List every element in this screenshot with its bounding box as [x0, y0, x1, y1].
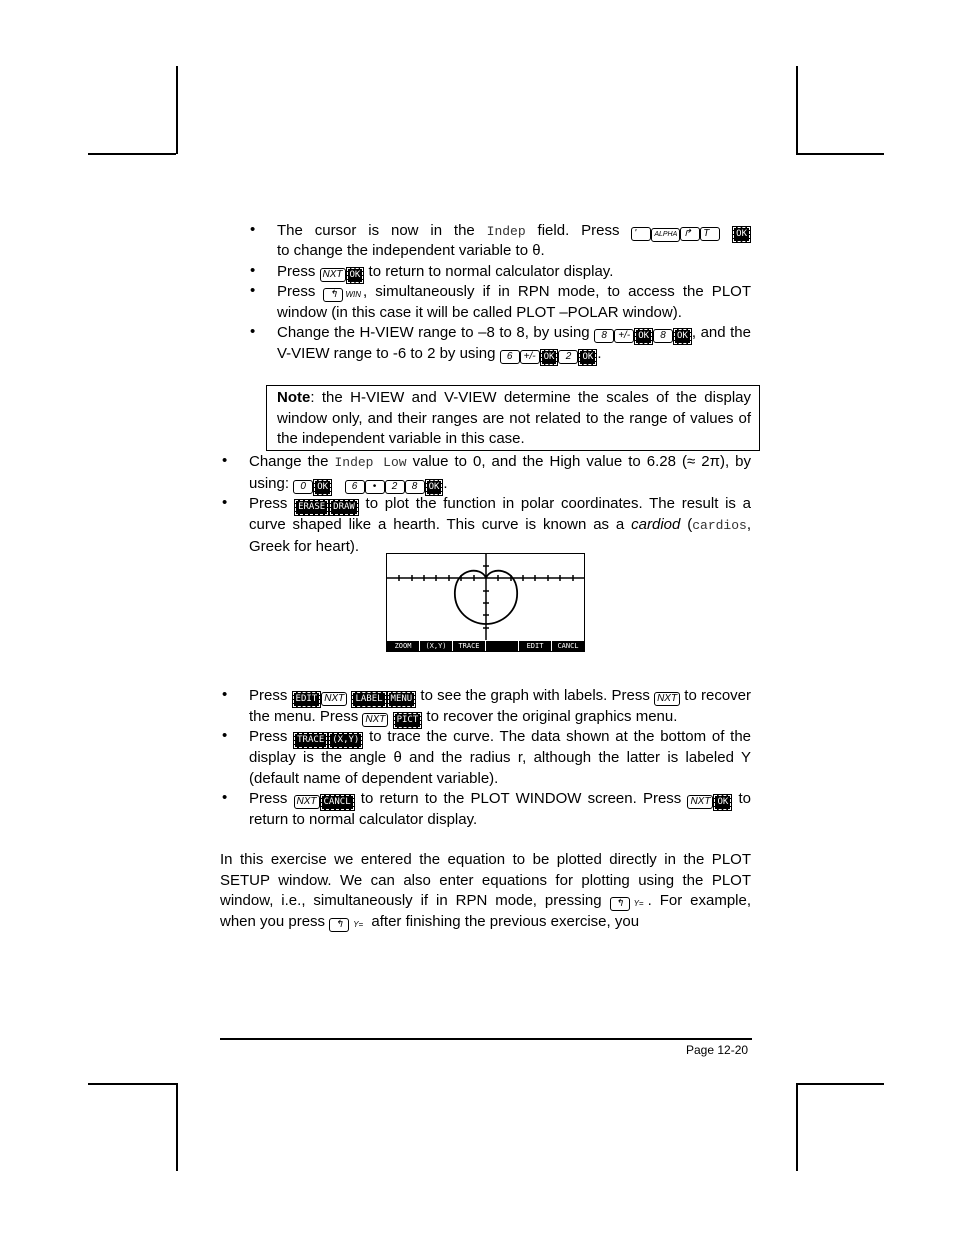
softkey-ok: OK — [714, 795, 731, 810]
bullet-dot: • — [250, 221, 256, 238]
key-yeq: Y= — [353, 919, 364, 929]
bullet-dot: • — [250, 262, 256, 279]
crop-mark — [796, 66, 798, 154]
crop-mark — [796, 1083, 798, 1171]
key-6: 6 — [500, 350, 520, 364]
crop-mark — [88, 153, 176, 155]
key-t: T — [700, 227, 720, 241]
softkey-trace: TRACE — [294, 733, 327, 748]
key-8: 8 — [405, 480, 425, 494]
bullet-item: Press EDIT NXT LABEL MENU to see the graph with labels. Press NXT to recover the menu. Press NXT PICT to recover the original graphics menu. — [249, 686, 751, 728]
softkey-ok: OK — [541, 350, 558, 365]
key-plus-minus: +/- — [520, 350, 540, 364]
bullet-dot: • — [250, 282, 256, 299]
key-win: WIN — [345, 290, 361, 299]
softkey-erase: ERASE — [295, 500, 328, 515]
key-yeq: Y= — [633, 899, 644, 908]
crop-mark — [88, 1083, 176, 1085]
softkey-draw: DRAW — [330, 500, 358, 515]
bullet-dot: • — [222, 494, 228, 511]
softkey-ok: OK — [314, 480, 331, 495]
bullet-item: Change the H-VIEW range to –8 to 8, by using 8 +/- OK 8 OK , and the V-VIEW range to -6 to 2 by using 6 +/- OK 2 OK . — [277, 323, 751, 365]
polar-plot — [387, 554, 584, 651]
key-right-shift: ↱ — [680, 227, 700, 241]
bullet-item: Press NXT CANCL to return to the PLOT WINDOW screen. Press NXT OK to return to normal calculator display. — [249, 790, 751, 828]
key-nxt: NXT — [654, 692, 680, 706]
key-plus-minus: +/- — [614, 329, 634, 343]
menu-edit[interactable]: EDIT — [519, 641, 551, 651]
key-2: 2 — [385, 480, 405, 494]
softkey-menu: MENU — [388, 692, 416, 707]
softkey-cancl: CANCL — [321, 795, 354, 810]
bullet-item: The cursor is now in the Indep field. Press ' ALPHA ↱ T OK — [277, 221, 751, 243]
note-text: Note: the H-VIEW and V-VIEW determine the scales of the display window only, and their ranges are not related to the range of values of the independent variable in this case. — [277, 389, 751, 447]
bullet-dot: • — [250, 323, 256, 340]
softkey-ok: OK — [733, 227, 750, 242]
key-nxt: NXT — [294, 795, 320, 809]
softkey-pict: PICT — [394, 713, 422, 728]
body-paragraph: In this exercise we entered the equation to be plotted directly in the PLOT SETUP window. We can also enter equations for plotting using the PLOT window, i.e., simultaneously if in RPN mode, pressing ↰ Y= . For example, when you press ↰ Y= after finishing the previous exercise, you — [220, 851, 752, 930]
key-left-shift: ↰ — [610, 897, 630, 911]
key-8: 8 — [653, 329, 673, 343]
key-6: 6 — [345, 480, 365, 494]
softkey-edit: EDIT — [293, 692, 321, 707]
bullet-dot: • — [222, 686, 228, 703]
page-number: Page 12-20 — [686, 1043, 749, 1057]
softkey-xy: (X,Y) — [329, 733, 362, 748]
key-2: 2 — [558, 350, 578, 364]
softkey-ok: OK — [347, 268, 364, 283]
key-nxt: NXT — [362, 713, 388, 727]
bullet-item: Press TRACE (X,Y) to trace the curve. The data shown at the bottom of the display is the angle θ and the radius r, although the latter is labeled Y (default name of dependent variable). — [249, 728, 752, 787]
key-alpha: ALPHA — [651, 228, 680, 242]
menu-xy[interactable]: (X,Y) — [420, 641, 452, 651]
key-8: 8 — [594, 329, 614, 343]
menu-bar — [387, 641, 584, 651]
softkey-label: LABEL — [352, 692, 385, 707]
crop-mark — [796, 153, 884, 155]
key-nxt: NXT — [320, 268, 346, 282]
menu-trace[interactable]: TRACE — [453, 641, 485, 651]
footer-rule — [220, 1038, 752, 1040]
crop-mark — [176, 1083, 178, 1171]
key-left-shift: ↰ — [329, 918, 349, 932]
bullet-dot: • — [222, 789, 228, 806]
key-left-shift: ↰ — [323, 288, 343, 302]
softkey-ok: OK — [579, 350, 596, 365]
bullet-item: Press ERASE DRAW to plot the function in polar coordinates. The result is a curve shaped like a hearth. This curve is known as a cardiod (cardios, Greek for heart). — [249, 495, 751, 555]
bullet-item-continued: to change the independent variable to θ. — [277, 242, 545, 259]
bullet-item: Press NXT OK to return to normal calculator display. — [277, 262, 751, 283]
softkey-ok: OK — [635, 329, 652, 344]
crop-mark — [796, 1083, 884, 1085]
bullet-item: Change the Indep Low value to 0, and the High value to 6.28 (≈ 2π), by using: 0 OK 6 • 2 8 OK . — [249, 452, 751, 495]
bullet-item: Press ↰ WIN , simultaneously if in RPN mode, to access the PLOT window (in this case it will be called PLOT –POLAR window). — [277, 283, 751, 321]
key-dot: • — [365, 480, 385, 494]
key-nxt: NXT — [687, 795, 713, 809]
key-nxt: NXT — [321, 692, 347, 706]
menu-blank[interactable] — [486, 641, 518, 651]
menu-zoom[interactable]: ZOOM — [387, 641, 419, 651]
key-0: 0 — [293, 480, 313, 494]
calculator-plot-screen — [386, 553, 585, 652]
menu-cancl[interactable]: CANCL — [552, 641, 584, 651]
bullet-dot: • — [222, 727, 228, 744]
key-tick: ' — [631, 227, 651, 241]
softkey-ok: OK — [426, 480, 443, 495]
crop-mark — [176, 66, 178, 154]
bullet-dot: • — [222, 452, 228, 469]
softkey-ok: OK — [674, 329, 691, 344]
